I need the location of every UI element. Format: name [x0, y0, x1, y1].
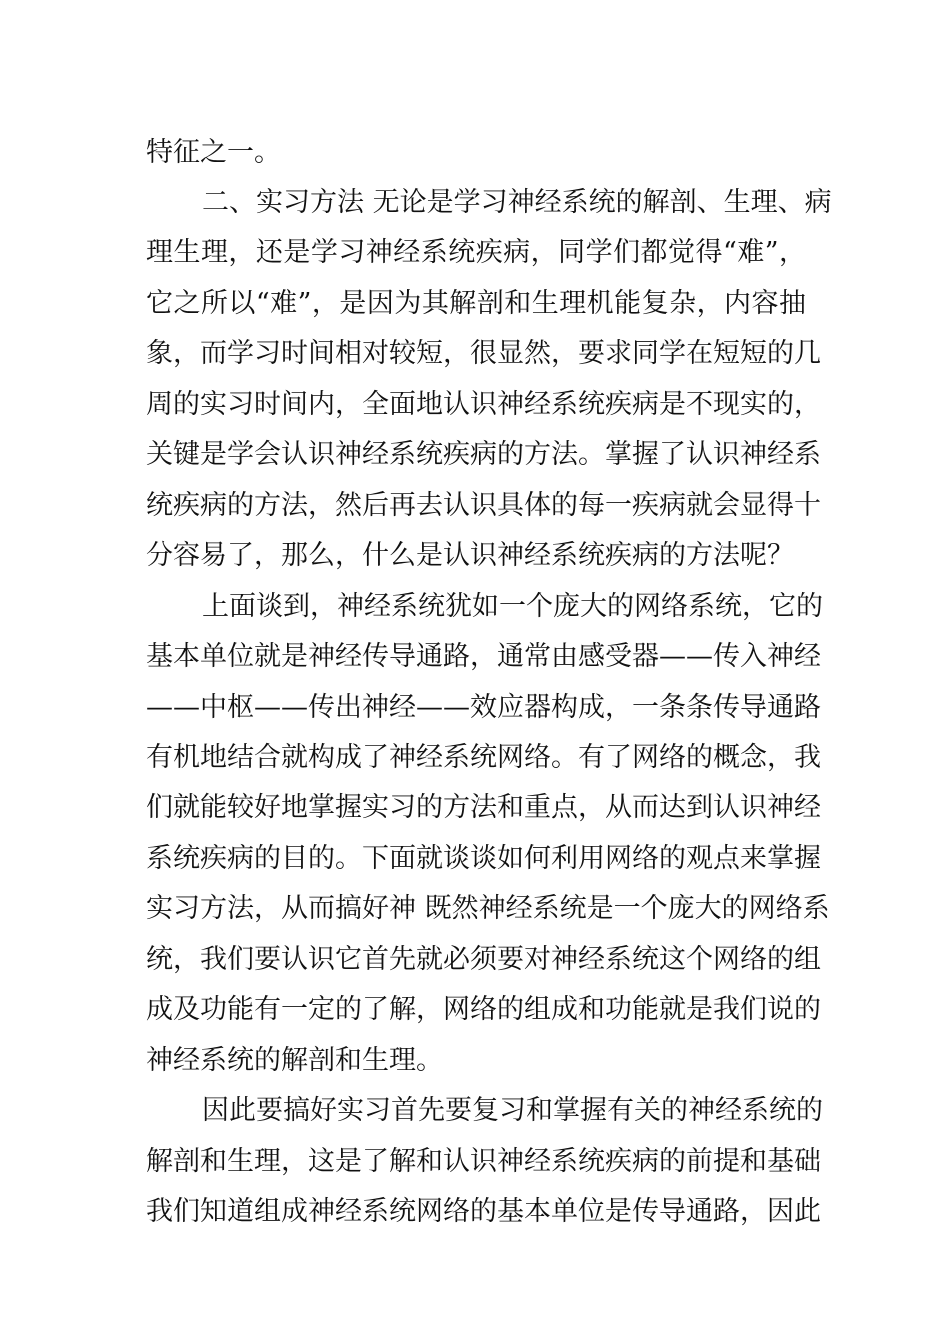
text-line — [0, 889, 950, 929]
text-line — [0, 486, 950, 526]
text-line — [0, 435, 950, 475]
text-line — [0, 1192, 950, 1232]
text-line — [0, 637, 950, 677]
text-line-content: 特征之一。 — [146, 137, 281, 168]
text-line-content: 分容易了，那么，什么是认识神经系统疾病的方法呢？ — [146, 540, 794, 571]
text-line-content: ——中枢——传出神经——效应器构成，一条条传导通路 — [146, 692, 821, 723]
text-line — [0, 133, 950, 173]
text-line-content: 周的实习时间内，全面地认识神经系统疾病是不现实的， — [146, 389, 821, 420]
text-line — [0, 1091, 950, 1131]
text-line-content: 理生理，还是学习神经系统疾病，同学们都觉得“难”， — [146, 237, 806, 268]
text-line — [0, 334, 950, 374]
text-line — [0, 1041, 950, 1081]
text-line — [0, 536, 950, 576]
text-line-content: 我们知道组成神经系统网络的基本单位是传导通路，因此 — [146, 1196, 821, 1227]
text-line-content: 象，而学习时间相对较短，很显然，要求同学在短短的几 — [146, 338, 821, 369]
text-line — [0, 1142, 950, 1182]
text-line — [0, 385, 950, 425]
text-line — [0, 839, 950, 879]
text-line — [0, 990, 950, 1030]
text-line-content: 成及功能有一定的了解，网络的组成和功能就是我们说的 — [146, 994, 821, 1025]
text-line-content: 上面谈到，神经系统犹如一个庞大的网络系统，它的 — [202, 591, 823, 622]
text-line — [0, 788, 950, 828]
text-line-content: 关键是学会认识神经系统疾病的方法。掌握了认识神经系 — [146, 439, 821, 470]
text-line — [0, 284, 950, 324]
text-line — [0, 738, 950, 778]
text-line-content: 解剖和生理，这是了解和认识神经系统疾病的前提和基础 — [146, 1146, 821, 1177]
text-line — [0, 233, 950, 273]
text-line-content: 有机地结合就构成了神经系统网络。有了网络的概念，我 — [146, 742, 821, 773]
text-line — [0, 940, 950, 980]
text-line-content: 因此要搞好实习首先要复习和掌握有关的神经系统的 — [202, 1095, 823, 1126]
text-line-content: 们就能较好地掌握实习的方法和重点，从而达到认识神经 — [146, 792, 821, 823]
text-line — [0, 688, 950, 728]
text-line-content: 统，我们要认识它首先就必须要对神经系统这个网络的组 — [146, 944, 821, 975]
text-line-content: 统疾病的方法，然后再去认识具体的每一疾病就会显得十 — [146, 490, 821, 521]
text-line — [0, 183, 950, 223]
text-line-content: 系统疾病的目的。下面就谈谈如何利用网络的观点来掌握 — [146, 843, 821, 874]
text-line-content: 神经系统的解剖和生理。 — [146, 1045, 443, 1076]
text-line — [0, 587, 950, 627]
text-line-content: 它之所以“难”，是因为其解剖和生理机能复杂，内容抽 — [146, 288, 806, 319]
text-line-content: 二、实习方法 无论是学习神经系统的解剖、生理、病 — [202, 187, 832, 218]
text-line-content: 基本单位就是神经传导通路，通常由感受器——传入神经 — [146, 641, 821, 672]
text-line-content: 实习方法，从而搞好神 既然神经系统是一个庞大的网络系 — [146, 893, 830, 924]
